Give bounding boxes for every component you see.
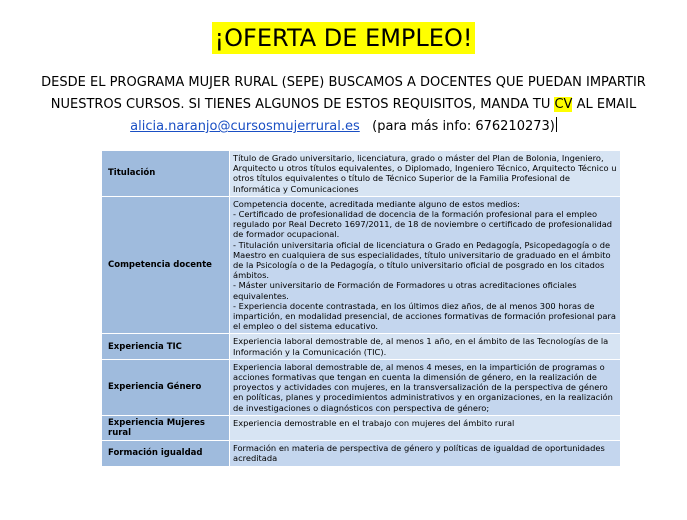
requirement-description [230, 196, 621, 334]
requirement-line: Experiencia demostrable en el trabajo con mujeres del ámbito rural [233, 417, 515, 428]
requirement-line: - Máster universitario de Formación de Formadores u otras acreditaciones oficiales equivalentes. [233, 280, 577, 301]
intro-paragraph [18, 72, 669, 138]
requirement-label: Formación igualdad [102, 441, 230, 466]
requirement-label: Titulación [102, 151, 230, 197]
requirement-label: Competencia docente [102, 196, 230, 334]
table-row [102, 359, 621, 415]
intro-line-1: DESDE EL PROGRAMA MUJER RURAL (SEPE) BUSCAMOS A DOCENTES QUE PUEDAN IMPARTIR [41, 75, 646, 90]
table-row [102, 441, 621, 466]
requirement-label: Experiencia Mujeres rural [102, 415, 230, 440]
table-row [102, 151, 621, 197]
requirement-description [230, 359, 621, 415]
intro-line-2-start: NUESTROS CURSOS. SI TIENES ALGUNOS DE ESTOS REQUISITOS, MANDA TU [50, 97, 555, 112]
info-phone: (para más info: 676210273) [372, 119, 555, 134]
table-row [102, 196, 621, 334]
requirement-line: - Certificado de profesionalidad de docencia de la formación profesional para el empleo regulado por Real Decreto 1697/2011, de 18 de noviembre o certificado de profesionalidad de formador ocupacional. [233, 209, 613, 240]
text-cursor [556, 117, 557, 132]
requirement-line: - Titulación universitaria oficial de licenciatura o Grado en Pedagogía, Psicopedagogía o de Maestro en cualquiera de sus especialidades, título universitario de graduado en el ámbito de la Psicología o de la Pedagogía, o título universitario oficial de posgrado en los citados ámbitos. [233, 239, 611, 281]
intro-line-2 [18, 94, 669, 116]
table-row [102, 415, 621, 440]
requirement-description [230, 441, 621, 466]
title-container [0, 22, 687, 54]
table-row [102, 334, 621, 359]
requirement-label: Experiencia TIC [102, 334, 230, 359]
requirement-line: Título de Grado universitario, licenciatura, grado o máster del Plan de Bolonia, Ingeniero, Arquitecto u otros títulos equivalentes, o Diplomado, Ingeniero Técnico, Arquitecto Técnico u otros títulos equivalentes o título de Técnico Superior de la Familia Profesional de Informática y Comunicaciones [233, 153, 617, 194]
requirement-description [230, 415, 621, 440]
email-link[interactable]: alicia.naranjo@cursosmujerrural.es [130, 119, 360, 134]
requirement-line: Competencia docente, acreditada mediante alguno de estos medios: [233, 198, 520, 209]
cv-highlight: CV [554, 97, 573, 112]
requirement-description [230, 151, 621, 197]
requirement-description [230, 334, 621, 359]
requirements-table [101, 150, 621, 467]
intro-line-3 [18, 116, 669, 138]
requirement-line: Experiencia laboral demostrable de, al menos 1 año, en el ámbito de las Tecnologías de la Información y la Comunicación (TIC). [233, 336, 609, 357]
requirement-line: Formación en materia de perspectiva de género y políticas de igualdad de oportunidades acreditada [233, 443, 605, 464]
page-title: ¡OFERTA DE EMPLEO! [212, 22, 476, 54]
requirement-label: Experiencia Género [102, 359, 230, 415]
intro-line-2-end: AL EMAIL [572, 97, 637, 112]
requirement-line: Experiencia laboral demostrable de, al menos 4 meses, en la impartición de programas o acciones formativas que tengan en cuenta la dimensión de género, en la realización de proyectos y actividades con mujeres, en la transversalización de la perspectiva de género en políticas, planes y procedimientos administrativos y en organizaciones, en la realización de investigaciones o diagnósticos con perspectiva de género; [233, 361, 613, 413]
requirement-line: - Experiencia docente contrastada, en los últimos diez años, de al menos 300 horas de impartición, en modalidad presencial, de acciones formativas de formación profesional para el empleo o del sistema educativo. [233, 300, 616, 332]
